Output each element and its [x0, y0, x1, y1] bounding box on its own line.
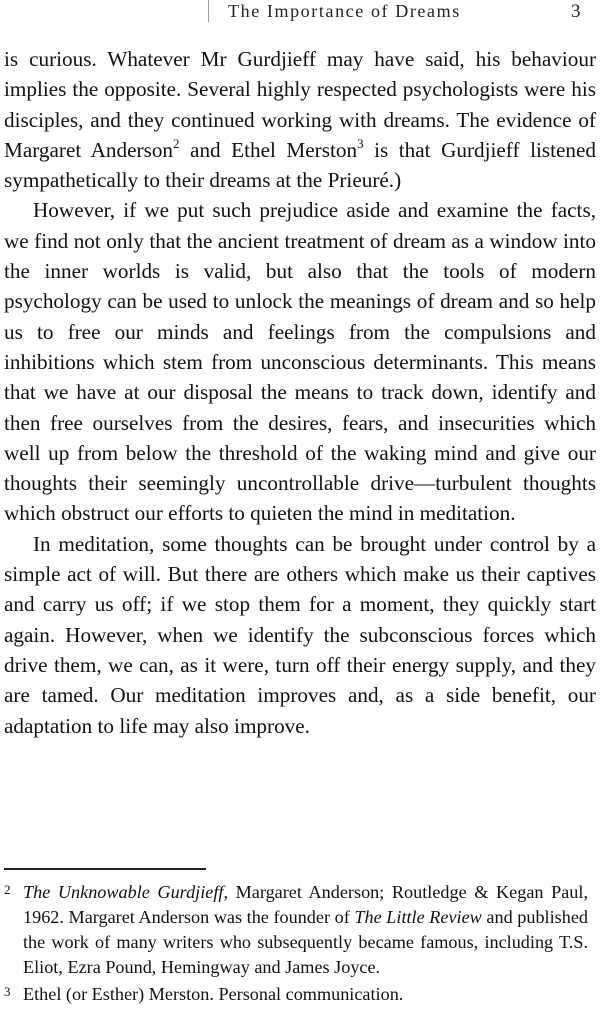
paragraph-2: However, if we put such prejudice aside and examine the facts, we find not only that the ancient treatment of dream as a window into the inner worlds is valid, but also that the tools of modern psychology can be used to unlock the meanings of dream and so help us to free our minds and feelings from the compulsions and inhibitions which stem from unconscious determinants. This means that we have at our disposal the means to track down, identify and then free ourselves from the desires, fears, and insecurities which well up from below the threshold of the waking mind and give our thoughts their seemingly uncontrollable drive—turbulent thoughts which obstruct our efforts to quieten the mind in meditation.: [4, 198, 596, 526]
footnote-text: and published the work of many writers who subsequently became famous, including T.S. Eliot, Ezra Pound, Hemingway and James Joyce.: [23, 907, 588, 977]
footnote-text: Margaret Anderson; Routledge & Kegan Paul, 1962. Margaret Anderson was the founder of: [23, 882, 588, 927]
footnote-title: The Unknowable Gurdjieff,: [23, 882, 228, 902]
footnote-divider: [4, 868, 206, 870]
footnote-2: [4, 880, 588, 980]
paragraph-3: In meditation, some thoughts can be brought under control by a simple act of will. But there are others which make us their captives and carry us off; if we stop them for a moment, they quickly start again. However, when we identify the subconscious forces which drive them, we can, as it were, turn off their energy supply, and they are tamed. Our meditation improves and, as a side benefit, our adaptation to life may also improve.: [4, 531, 596, 738]
running-title: The Importance of Dreams: [228, 1, 461, 21]
body-text: [4, 44, 596, 741]
footnote-number: 3: [4, 984, 11, 999]
page-number: 3: [571, 1, 581, 22]
footnote-journal-title: The Little Review: [354, 907, 482, 927]
paragraph-1-text-a: is curious. Whatever Mr Gurdjieff may have said, his behaviour implies the opposite. Several highly respected psychologists were his disciples, and they continued working with dreams. The evidence of Margaret Anderson: [4, 47, 596, 162]
footnote-number: 2: [4, 882, 11, 897]
paragraph-1-text-c: is that Gurdjieff listened sympathetically to their dreams at the Prieuré.): [4, 137, 596, 193]
footnote-ref-3: 3: [357, 135, 364, 151]
footnote-text: Ethel (or Esther) Merston. Personal communication.: [23, 984, 404, 1004]
footnote-3: [4, 982, 588, 1007]
paragraph-1: [4, 44, 596, 195]
paragraph-1-text-b: and Ethel Merston: [179, 137, 358, 162]
footnote-ref-2: 2: [173, 135, 180, 151]
header-divider: [208, 0, 209, 22]
footnotes: [4, 880, 588, 1009]
page-header: [0, 0, 600, 26]
